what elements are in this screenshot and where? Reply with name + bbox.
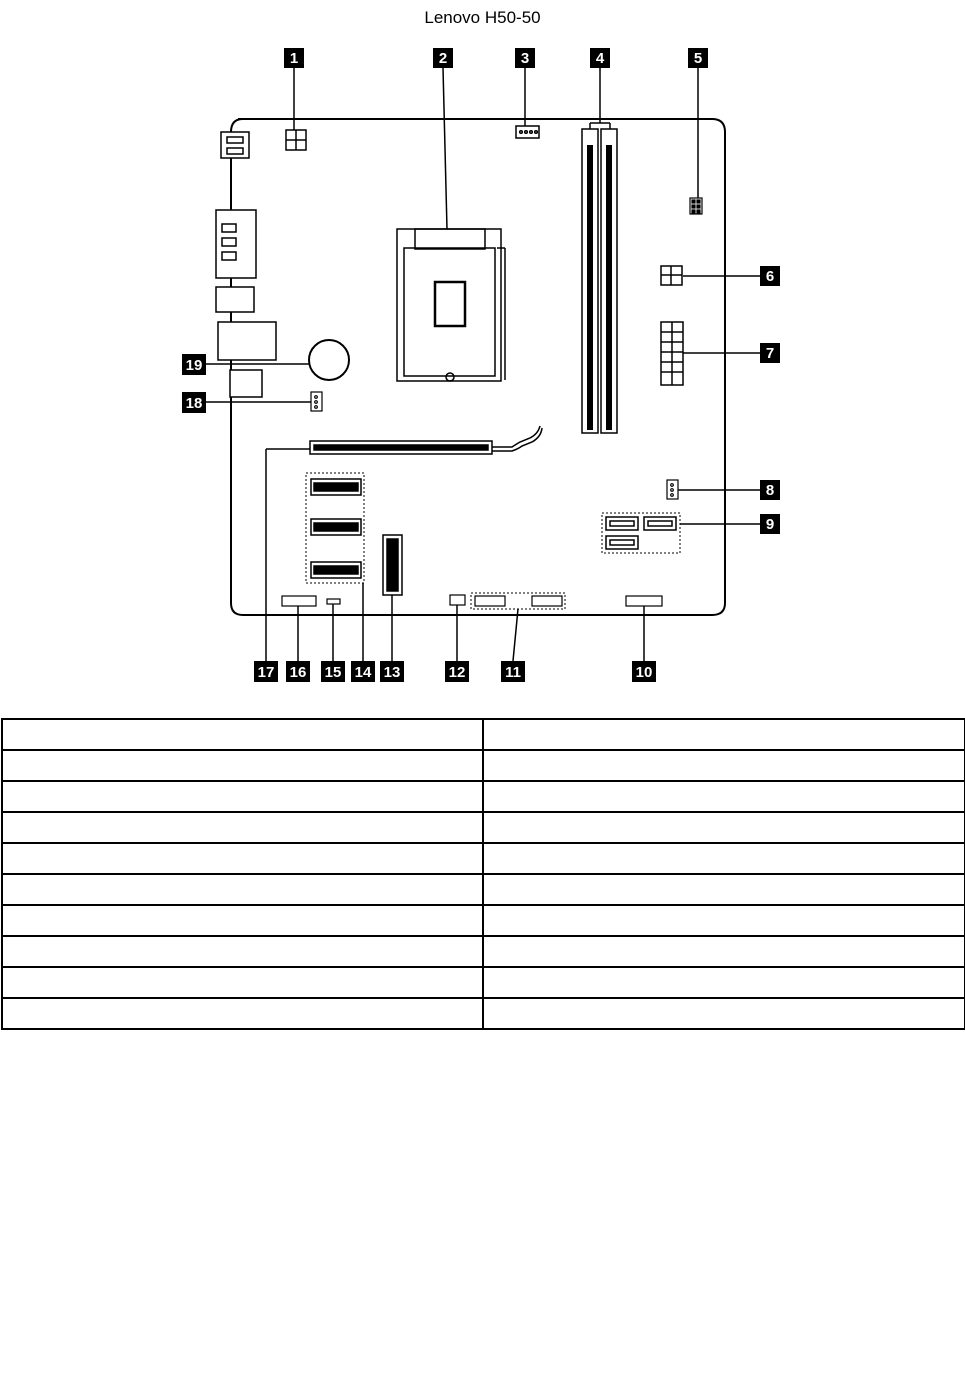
table-row [2, 967, 965, 998]
callout-17 [254, 661, 278, 682]
table-row [2, 812, 965, 843]
table-cell [2, 967, 483, 998]
cpu-fan-header [516, 126, 539, 138]
rear-io-group [216, 132, 276, 397]
page-title: Lenovo H50-50 [424, 8, 541, 27]
svg-text:9: 9 [765, 516, 775, 533]
bottom-headers [282, 593, 662, 609]
table-cell [2, 874, 483, 905]
table-row [2, 936, 965, 967]
callout-14 [351, 661, 375, 682]
table-cell [483, 967, 965, 998]
table-cell [2, 843, 483, 874]
svg-text:19: 19 [185, 357, 203, 374]
svg-text:14: 14 [354, 664, 372, 681]
rear-fan-header [311, 392, 322, 411]
svg-text:5: 5 [693, 50, 703, 67]
svg-text:16: 16 [289, 664, 307, 681]
cpu-socket [397, 229, 505, 381]
callout-5 [688, 48, 708, 68]
power-connector-4pin [661, 266, 682, 285]
svg-text:2: 2 [438, 50, 448, 67]
callout-18 [182, 392, 206, 413]
table-cell [483, 936, 965, 967]
table-row [2, 781, 965, 812]
header-15 [327, 599, 340, 604]
pcie-x1-slots [306, 473, 364, 583]
main-power-connector [661, 322, 683, 385]
table-cell [2, 936, 483, 967]
header-16 [282, 596, 316, 606]
callout-4 [590, 48, 610, 68]
cpu-power-connector [286, 130, 306, 150]
table-cell [483, 812, 965, 843]
svg-text:4: 4 [595, 50, 605, 67]
table-cell [483, 905, 965, 936]
small-header-5 [690, 198, 702, 214]
header-12 [450, 595, 465, 605]
usb-port-block [216, 287, 254, 312]
table-cell [2, 905, 483, 936]
svg-text:1: 1 [289, 50, 299, 67]
table-row [2, 998, 965, 1029]
svg-text:7: 7 [765, 345, 775, 362]
callout-badges [182, 48, 780, 682]
table-row [2, 750, 965, 781]
m2-slot [383, 535, 402, 595]
table-cell [2, 781, 483, 812]
svg-text:6: 6 [765, 268, 775, 285]
callout-12 [445, 661, 469, 682]
usb-port-lower [230, 370, 262, 397]
callout-15 [321, 661, 345, 682]
svg-text:12: 12 [448, 664, 466, 681]
callout-13 [380, 661, 404, 682]
callout-10 [632, 661, 656, 682]
svg-text:17: 17 [257, 664, 275, 681]
callout-6 [760, 266, 780, 286]
table-cell [2, 812, 483, 843]
callout-16 [286, 661, 310, 682]
table-cell [2, 998, 483, 1029]
callout-3 [515, 48, 535, 68]
memory-slots [582, 129, 617, 433]
table-cell [483, 750, 965, 781]
svg-text:10: 10 [635, 664, 653, 681]
svg-text:11: 11 [505, 664, 521, 681]
table-row [2, 843, 965, 874]
callout-19 [182, 354, 206, 375]
table-cell [2, 719, 483, 750]
table-row [2, 905, 965, 936]
callout-7 [760, 343, 780, 363]
callout-11 [501, 661, 525, 682]
svg-text:15: 15 [324, 664, 342, 681]
sata-connectors [602, 513, 680, 553]
system-fan-header [667, 480, 678, 499]
lan-usb-port-block [218, 322, 276, 360]
callout-8 [760, 480, 780, 500]
header-10 [626, 596, 662, 606]
table-cell [2, 750, 483, 781]
table-row [2, 719, 965, 750]
callout-9 [760, 514, 780, 534]
svg-text:18: 18 [185, 395, 203, 412]
table-row [2, 874, 965, 905]
table-cell [483, 781, 965, 812]
table-cell [483, 874, 965, 905]
callout-1 [284, 48, 304, 68]
svg-text:8: 8 [765, 482, 775, 499]
pcie-x16-slot [310, 426, 542, 454]
coin-battery [309, 340, 349, 380]
board-outline [231, 119, 725, 615]
table-cell [483, 719, 965, 750]
svg-text:3: 3 [520, 50, 530, 67]
table-cell [483, 998, 965, 1029]
parts-table [1, 718, 965, 1030]
callout-2 [433, 48, 453, 68]
svg-text:13: 13 [383, 664, 401, 681]
table-cell [483, 843, 965, 874]
